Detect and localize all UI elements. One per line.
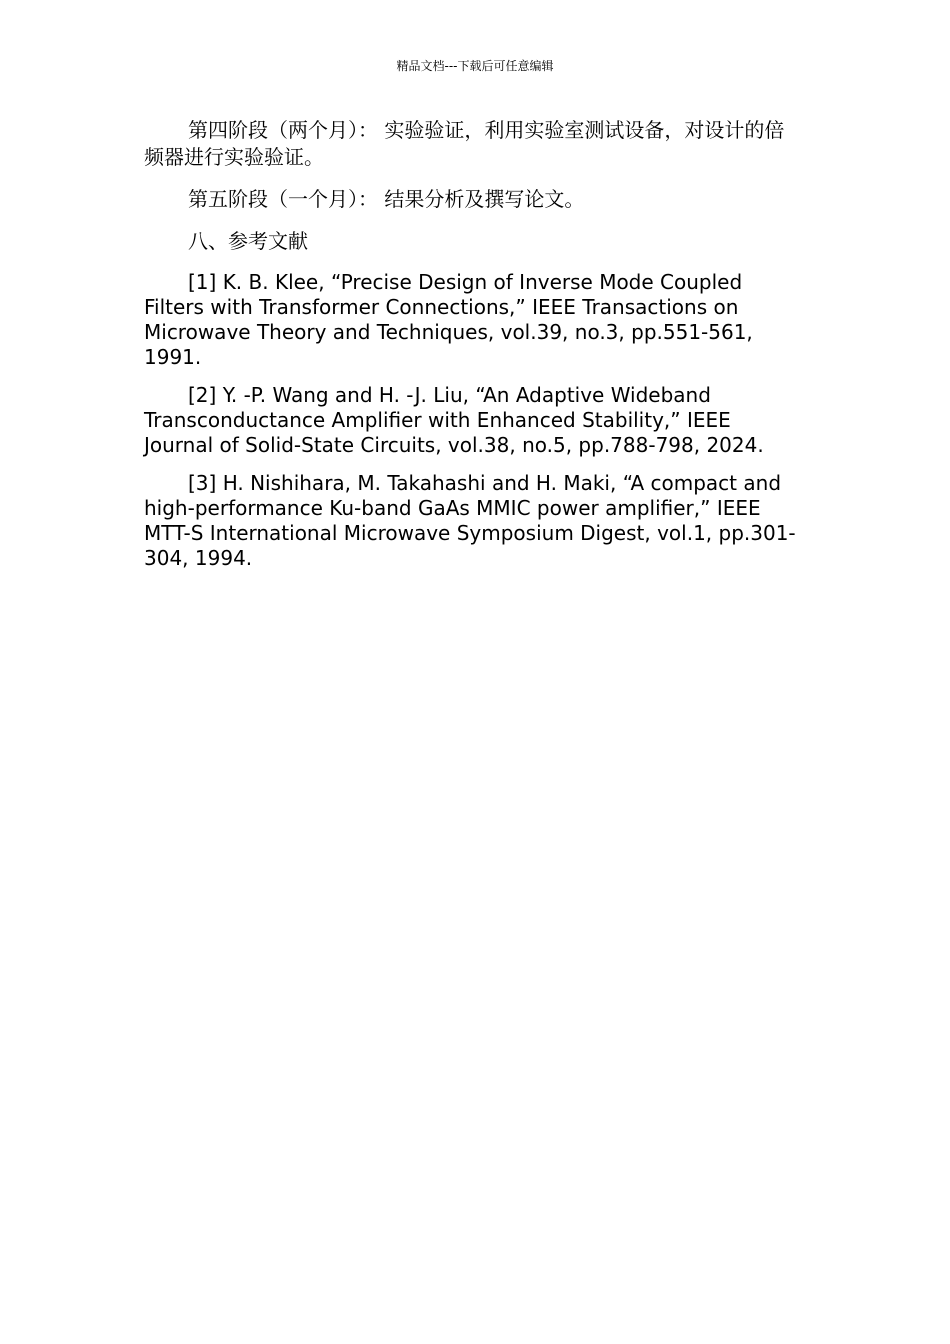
reference-item-2: [2] Y. -P. Wang and H. -J. Liu, “An Adaptive Wideband Transconductance Amplifier with Enhanced Stability,” IEEE Journal of Solid-State Circuits, vol.38, no.5, pp.788-798, 2024. bbox=[144, 383, 764, 457]
paragraph-stage-four: 第四阶段（两个月）： 实验验证，利用实验室测试设备，对设计的倍频器进行实验验证。 bbox=[144, 118, 785, 169]
page-header: 精品文档---下载后可任意编辑 bbox=[396, 59, 554, 73]
reference-item-1: [1] K. B. Klee, “Precise Design of Inverse Mode Coupled Filters with Transformer Connections,” IEEE Transactions on Microwave Theory and Techniques, vol.39, no.3, pp.551-561, 1991. bbox=[144, 270, 753, 369]
section-title-references: 八、参考文献 bbox=[188, 229, 308, 253]
reference-item-3: [3] H. Nishihara, M. Takahashi and H. Maki, “A compact and high-performance Ku-band GaAs MMIC power amplifier,” IEEE MTT-S International Microwave Symposium Digest, vol.1, pp.301-304, 1994. bbox=[144, 471, 796, 570]
document-body bbox=[144, 117, 796, 584]
paragraph-stage-five: 第五阶段（一个月）： 结果分析及撰写论文。 bbox=[188, 187, 585, 211]
